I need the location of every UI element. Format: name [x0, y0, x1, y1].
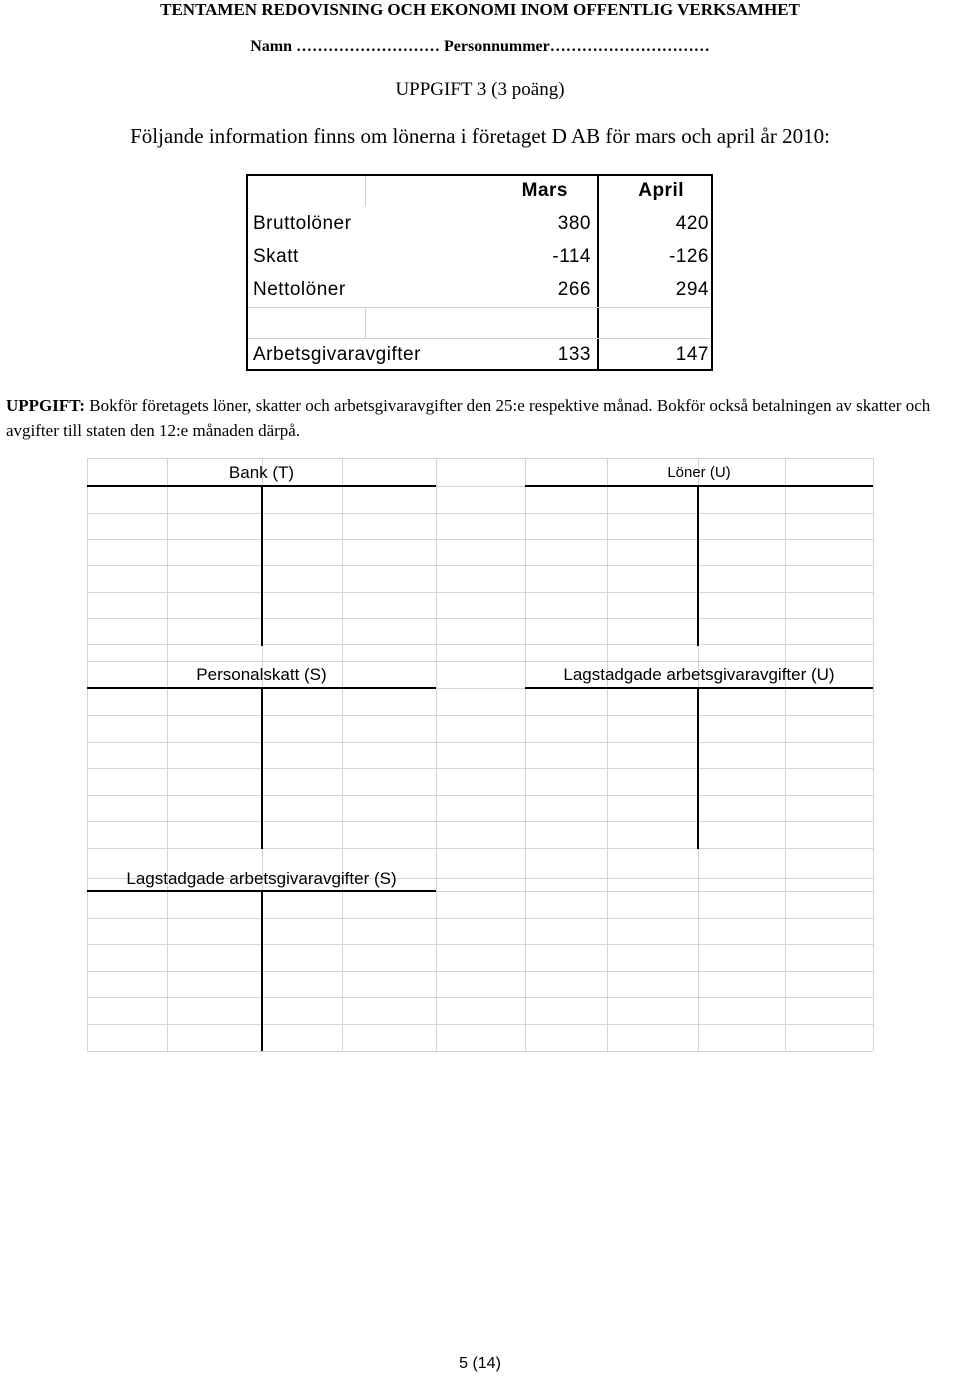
grid-line — [87, 918, 873, 919]
grid-line — [436, 458, 437, 1051]
page-number: 5 (14) — [459, 1355, 501, 1372]
grid-line — [87, 513, 873, 514]
row-label: Arbetsgivaravgifter — [253, 344, 421, 365]
account-underline — [525, 485, 873, 487]
value-mars: 133 — [557, 344, 591, 365]
account-underline — [525, 687, 873, 689]
grid-line — [87, 565, 873, 566]
grid-line — [87, 539, 873, 540]
grid-line — [87, 997, 873, 998]
grid-line — [87, 768, 873, 769]
grid-line — [87, 661, 873, 662]
account-divider — [697, 689, 699, 849]
column-header-april: April — [638, 180, 684, 201]
account-divider — [261, 689, 263, 849]
assignment-text — [6, 393, 956, 443]
account-title-arbetsgivaravgifter-s: Lagstadgade arbetsgivaravgifter (S) — [126, 869, 397, 888]
grid-line — [365, 308, 366, 338]
account-title-loner: Löner (U) — [667, 464, 731, 481]
value-mars: 380 — [557, 213, 591, 234]
value-april: 294 — [675, 279, 709, 300]
grid-line — [87, 644, 873, 645]
name-personnummer-line: Namn ……………………… Personnummer………………………… — [250, 38, 710, 55]
grid-line — [525, 458, 526, 1051]
grid-line — [87, 458, 873, 459]
grid-line — [342, 458, 343, 1051]
grid-line — [87, 742, 873, 743]
column-header-mars: Mars — [521, 180, 568, 201]
account-divider — [261, 486, 263, 646]
value-mars: -114 — [552, 246, 591, 267]
grid-line — [87, 618, 873, 619]
task-intro: Följande information finns om lönerna i företaget D AB för mars och april år 2010: — [130, 124, 830, 148]
row-label: Skatt — [253, 246, 299, 267]
grid-line — [87, 821, 873, 822]
grid-line — [87, 715, 873, 716]
grid-line — [607, 458, 608, 1051]
value-april: 420 — [675, 213, 709, 234]
row-label: Nettolöner — [253, 279, 346, 300]
grid-line — [248, 338, 711, 339]
grid-line — [87, 795, 873, 796]
grid-line — [87, 971, 873, 972]
exam-title: TENTAMEN REDOVISNING OCH EKONOMI INOM OFFENTLIG VERKSAMHET — [160, 0, 800, 19]
value-april: 147 — [675, 344, 709, 365]
account-title-arbetsgivaravgifter-u: Lagstadgade arbetsgivaravgifter (U) — [563, 665, 835, 684]
column-divider — [597, 176, 599, 369]
grid-line — [87, 458, 88, 1051]
grid-line — [873, 458, 874, 1051]
assignment-body: Bokför företagets löner, skatter och arbetsgivaravgifter den 25:e respektive månad. Bokför också betalningen av skatter och avgifter till staten den 12:e månaden därpå. — [6, 396, 931, 440]
account-divider — [697, 486, 699, 646]
salary-table — [246, 174, 713, 371]
grid-line — [365, 176, 366, 206]
grid-line — [87, 592, 873, 593]
t-account-grid — [87, 458, 873, 1051]
grid-line — [167, 458, 168, 1051]
value-april: -126 — [668, 246, 709, 267]
grid-line — [785, 458, 786, 1051]
account-title-personalskatt: Personalskatt (S) — [196, 665, 327, 684]
grid-line — [87, 944, 873, 945]
grid-line — [87, 1051, 873, 1052]
account-divider — [261, 892, 263, 1051]
row-label: Bruttolöner — [253, 213, 352, 234]
grid-line — [87, 848, 873, 849]
task-heading: UPPGIFT 3 (3 poäng) — [395, 79, 565, 100]
grid-line — [87, 1024, 873, 1025]
account-title-bank: Bank (T) — [228, 463, 295, 482]
value-mars: 266 — [557, 279, 591, 300]
grid-line — [248, 307, 711, 308]
assignment-label: UPPGIFT: — [6, 396, 86, 415]
